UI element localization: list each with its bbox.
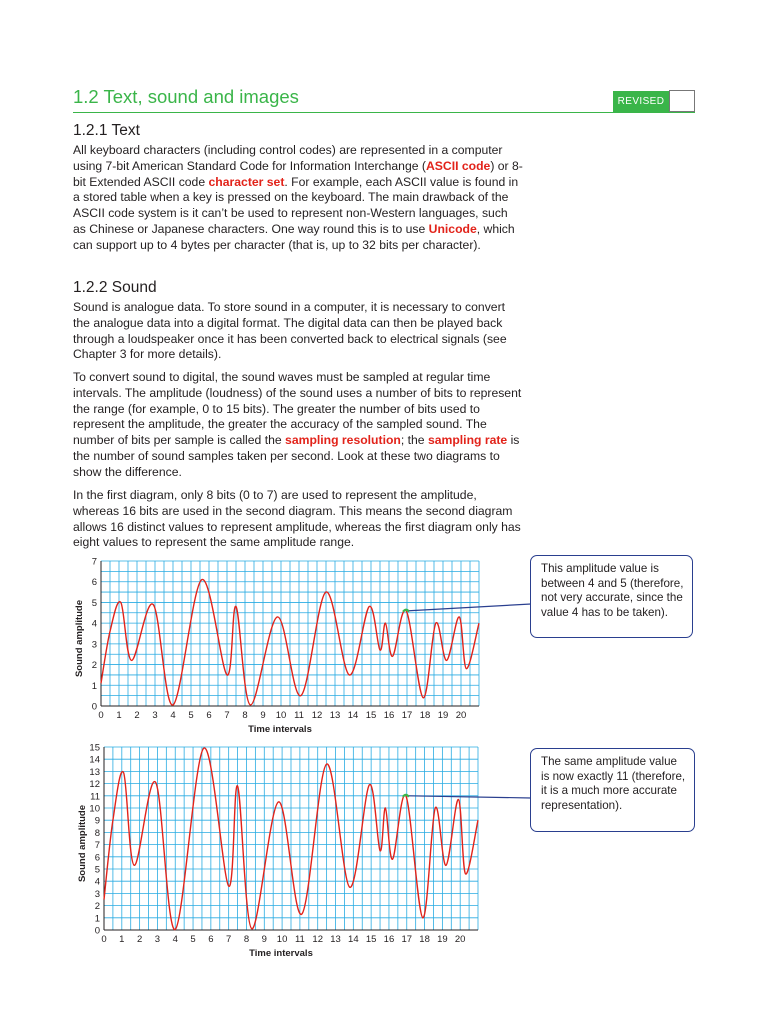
sound-paragraph-2 bbox=[73, 370, 523, 481]
x-tick-label: 18 bbox=[419, 710, 431, 721]
x-tick-label: 9 bbox=[261, 934, 267, 945]
x-tick-label: 11 bbox=[294, 710, 304, 721]
x-tick-label: 9 bbox=[260, 710, 266, 721]
y-tick-label: 5 bbox=[94, 864, 100, 876]
y-tick-label: 7 bbox=[91, 556, 97, 568]
x-tick-label: 4 bbox=[170, 710, 176, 721]
callout-leader-line bbox=[409, 796, 531, 798]
x-tick-label: 13 bbox=[330, 934, 341, 945]
chart-1 bbox=[77, 743, 531, 960]
x-tick-label: 0 bbox=[101, 934, 107, 945]
sound-section-heading: 1.2.2 Sound bbox=[73, 279, 157, 296]
sound-wave-series bbox=[101, 579, 479, 705]
highlighted-sample-marker bbox=[403, 795, 409, 797]
y-tick-label: 15 bbox=[89, 742, 100, 754]
x-tick-label: 19 bbox=[437, 934, 448, 945]
keyword-term: character set bbox=[208, 174, 285, 189]
x-tick-label: 14 bbox=[347, 710, 359, 721]
x-tick-label: 5 bbox=[188, 710, 194, 721]
sound-paragraph-1 bbox=[73, 300, 523, 363]
y-tick-label: 5 bbox=[91, 597, 97, 609]
x-tick-label: 8 bbox=[242, 710, 248, 721]
x-tick-label: 10 bbox=[276, 934, 288, 945]
sound-paragraph-3 bbox=[73, 488, 523, 551]
x-tick-label: 6 bbox=[208, 934, 214, 945]
y-tick-label: 1 bbox=[91, 680, 97, 692]
keyword-term: ASCII code bbox=[425, 158, 491, 173]
x-tick-label: 19 bbox=[437, 710, 449, 721]
paragraph-text: . For example, each ASCII value is found in a stored table when a key is pressed on the keyboard. The main drawback of the ASCII code system is it can’t be used to represent non-Western languages, such as Chinese or Japanese characters. One way round this is to use bbox=[73, 174, 519, 236]
revised-checkbox[interactable] bbox=[669, 90, 695, 112]
paragraph-text: ; the bbox=[400, 433, 428, 448]
y-tick-label: 14 bbox=[89, 754, 100, 766]
y-tick-label: 8 bbox=[94, 827, 100, 839]
x-tick-label: 7 bbox=[226, 934, 232, 945]
x-tick-label: 4 bbox=[172, 934, 178, 945]
x-tick-label: 2 bbox=[136, 934, 143, 945]
x-tick-label: 15 bbox=[365, 710, 377, 721]
text-section-heading: 1.2.1 Text bbox=[73, 122, 140, 139]
chart-0 bbox=[74, 557, 531, 736]
x-tick-label: 3 bbox=[154, 934, 161, 945]
x-tick-label: 8 bbox=[243, 934, 250, 945]
callout-leader-line bbox=[409, 604, 531, 611]
x-axis-label: Time intervals bbox=[248, 724, 312, 735]
x-tick-label: 20 bbox=[454, 934, 466, 945]
y-tick-label: 12 bbox=[89, 779, 100, 791]
y-tick-label: 4 bbox=[94, 876, 100, 888]
keyword-term: sampling rate bbox=[427, 433, 508, 448]
x-tick-label: 12 bbox=[311, 710, 323, 721]
x-tick-label: 3 bbox=[152, 710, 158, 721]
paragraph-text: In the first diagram, only 8 bits (0 to 7) are used to represent the amplitude, whereas 16 bits are used in the second diagram. This means the second diagram allows 16 distinct values to represent amplitude, whereas the first diagram only has eight values to represent the same amplitude range. bbox=[73, 488, 521, 550]
x-tick-label: 17 bbox=[401, 934, 413, 945]
keyword-term: Unicode bbox=[428, 221, 477, 236]
y-axis-label: Sound amplitude bbox=[74, 599, 85, 678]
paragraph-text: To convert sound to digital, the sound waves must be sampled at regular time intervals. The amplitude (loudness) of the sound uses a number of bits to represent the range (for example, 0 to 15 bits). The greater the number of bits used to represent the amplitude, the greater the accuracy of the sampled sound. The number of bits per sample is called the bbox=[73, 370, 522, 448]
callout-8-bit: This amplitude value is between 4 and 5 (therefore, not very accurate, since the value 4 has to be taken). bbox=[530, 555, 693, 638]
x-tick-label: 10 bbox=[275, 710, 287, 721]
x-tick-label: 7 bbox=[224, 710, 230, 721]
sound-wave-series bbox=[104, 748, 478, 930]
title-divider bbox=[73, 112, 695, 113]
page-title: 1.2 Text, sound and images bbox=[73, 86, 299, 107]
x-tick-label: 13 bbox=[329, 710, 341, 721]
x-tick-label: 18 bbox=[419, 934, 430, 945]
y-tick-label: 0 bbox=[91, 701, 97, 713]
y-tick-label: 2 bbox=[91, 660, 97, 672]
y-tick-label: 3 bbox=[94, 888, 100, 900]
callout-16-bit: The same amplitude value is now exactly 11 (therefore, it is a much more accurate representation). bbox=[530, 748, 695, 832]
y-tick-label: 7 bbox=[94, 840, 100, 852]
paragraph-text: , which can support up to 4 bytes per character (that is, up to 32 bits per character). bbox=[73, 221, 515, 252]
paragraph-text: ) or 8-bit Extended ASCII code bbox=[73, 158, 523, 189]
x-tick-label: 2 bbox=[134, 710, 140, 721]
y-tick-label: 3 bbox=[91, 639, 97, 651]
y-tick-label: 9 bbox=[94, 815, 100, 827]
revised-badge: REVISED bbox=[613, 91, 669, 112]
x-tick-label: 15 bbox=[365, 934, 377, 945]
x-tick-label: 11 bbox=[294, 934, 305, 945]
x-tick-label: 20 bbox=[455, 710, 467, 721]
x-tick-label: 0 bbox=[98, 710, 104, 721]
y-axis-label: Sound amplitude bbox=[77, 804, 88, 883]
x-tick-label: 5 bbox=[190, 934, 196, 945]
y-tick-label: 10 bbox=[89, 803, 100, 815]
x-tick-label: 1 bbox=[116, 710, 122, 721]
y-tick-label: 4 bbox=[91, 618, 97, 630]
y-tick-label: 6 bbox=[91, 577, 97, 589]
keyword-term: sampling resolution bbox=[285, 433, 401, 448]
x-tick-label: 16 bbox=[383, 710, 395, 721]
x-tick-label: 14 bbox=[348, 934, 359, 945]
x-tick-label: 1 bbox=[119, 934, 125, 945]
x-tick-label: 12 bbox=[312, 934, 324, 945]
y-tick-label: 1 bbox=[94, 913, 100, 925]
paragraph-text: All keyboard characters (including control codes) are represented in a computer using 7-bit American Standard Code for Information Interchange ( bbox=[73, 143, 503, 173]
y-tick-label: 13 bbox=[89, 766, 100, 778]
x-axis-label: Time intervals bbox=[249, 948, 313, 959]
text-section-paragraph bbox=[73, 143, 523, 254]
highlighted-sample-marker bbox=[403, 610, 409, 612]
y-tick-label: 11 bbox=[90, 791, 100, 803]
y-tick-label: 2 bbox=[94, 901, 100, 913]
y-tick-label: 0 bbox=[94, 925, 100, 937]
y-tick-label: 6 bbox=[94, 852, 100, 864]
paragraph-text: Sound is analogue data. To store sound in a computer, it is necessary to convert the analogue data into a digital format. The digital data can then be played back through a loudspeaker once it has been converted back to electrical signals (see Chapter 3 for more details). bbox=[73, 300, 507, 362]
x-tick-label: 16 bbox=[383, 934, 395, 945]
x-tick-label: 17 bbox=[401, 710, 413, 721]
paragraph-text: is the number of sound samples taken per second. Look at these two diagrams to show the difference. bbox=[73, 433, 520, 479]
x-tick-label: 6 bbox=[206, 710, 212, 721]
